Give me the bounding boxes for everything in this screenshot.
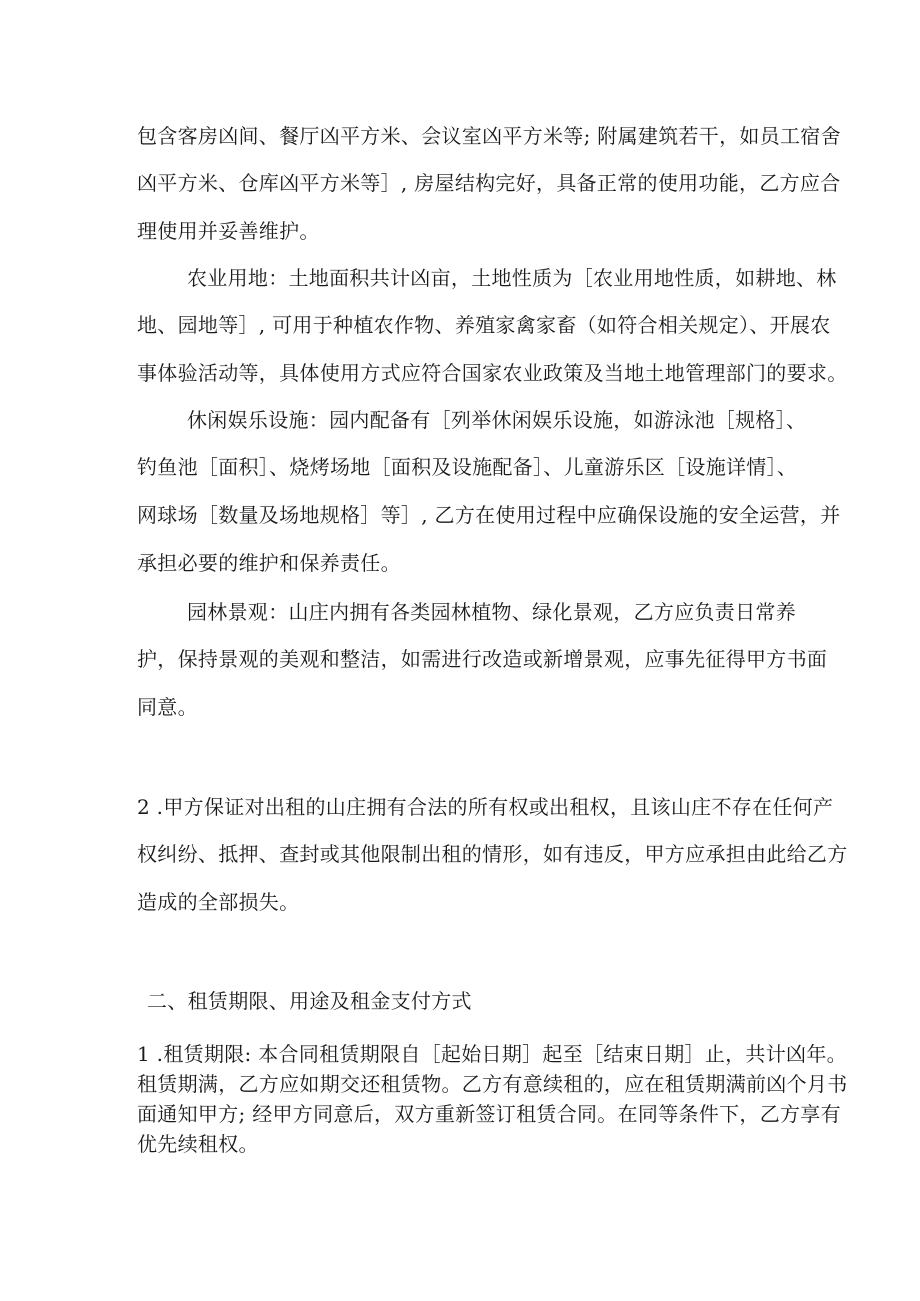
text-line: 凶平方米、仓库凶平方米等］, 房屋结构完好，具备正常的使用功能，乙方应合 [137, 171, 841, 195]
text-line: 事体验活动等，具体使用方式应符合国家农业政策及当地土地管理部门的要求。 [137, 361, 848, 385]
text-line: 护，保持景观的美观和整洁，如需进行改造或新增景观，应事先征得甲方书面 [137, 647, 828, 671]
text-line: 造成的全部损失。 [137, 890, 300, 914]
text-line: 地、园地等］, 可用于种植农作物、养殖家禽家畜（如符合相关规定）、开展农 [137, 313, 831, 337]
text-line: 2 .甲方保证对出租的山庄拥有合法的所有权或出租权，且该山庄不存在任何产 [137, 795, 834, 819]
text-line: 理使用并妥善维护。 [137, 219, 320, 243]
text-line: 承担必要的维护和保养责任。 [137, 551, 401, 575]
text-line: 农业用地：土地面积共计凶亩，土地性质为［农业用地性质，如耕地、林 [187, 266, 837, 290]
text-line: 权纠纷、抵押、查封或其他限制出租的情形，如有违反，甲方应承担由此给乙方 [137, 842, 848, 866]
text-line: 休闲娱乐设施：园内配备有［列举休闲娱乐设施，如游泳池［规格］、 [187, 408, 807, 432]
text-line: 优先续租权。 [137, 1132, 259, 1156]
text-line: 网球场［数量及场地规格］等］, 乙方在使用过程中应确保设施的安全运营，并 [137, 503, 841, 527]
text-line: 同意。 [137, 695, 198, 719]
text-line: 园林景观：山庄内拥有各类园林植物、绿化景观，乙方应负责日常养 [187, 600, 796, 624]
text-line: 租赁期满，乙方应如期交还租赁物。乙方有意续租的，应在租赁期满前凶个月书 [137, 1072, 848, 1096]
text-line: 1 .租赁期限: 本合同租赁期限自［起始日期］起至［结束日期］止，共计凶年。 [137, 1042, 847, 1066]
text-line: 钓鱼池［面积］、烧烤场地［面积及设施配备］、儿童游乐区［设施详情］、 [137, 455, 798, 479]
text-line: 包含客房凶间、餐厅凶平方米、会议室凶平方米等; 附属建筑若干，如员工宿舍 [137, 124, 841, 148]
text-line: 面通知甲方; 经甲方同意后，双方重新签订租赁合同。在同等条件下，乙方享有 [137, 1102, 841, 1126]
heading-text: 二、租赁期限、用途及租金支付方式 [147, 989, 472, 1013]
